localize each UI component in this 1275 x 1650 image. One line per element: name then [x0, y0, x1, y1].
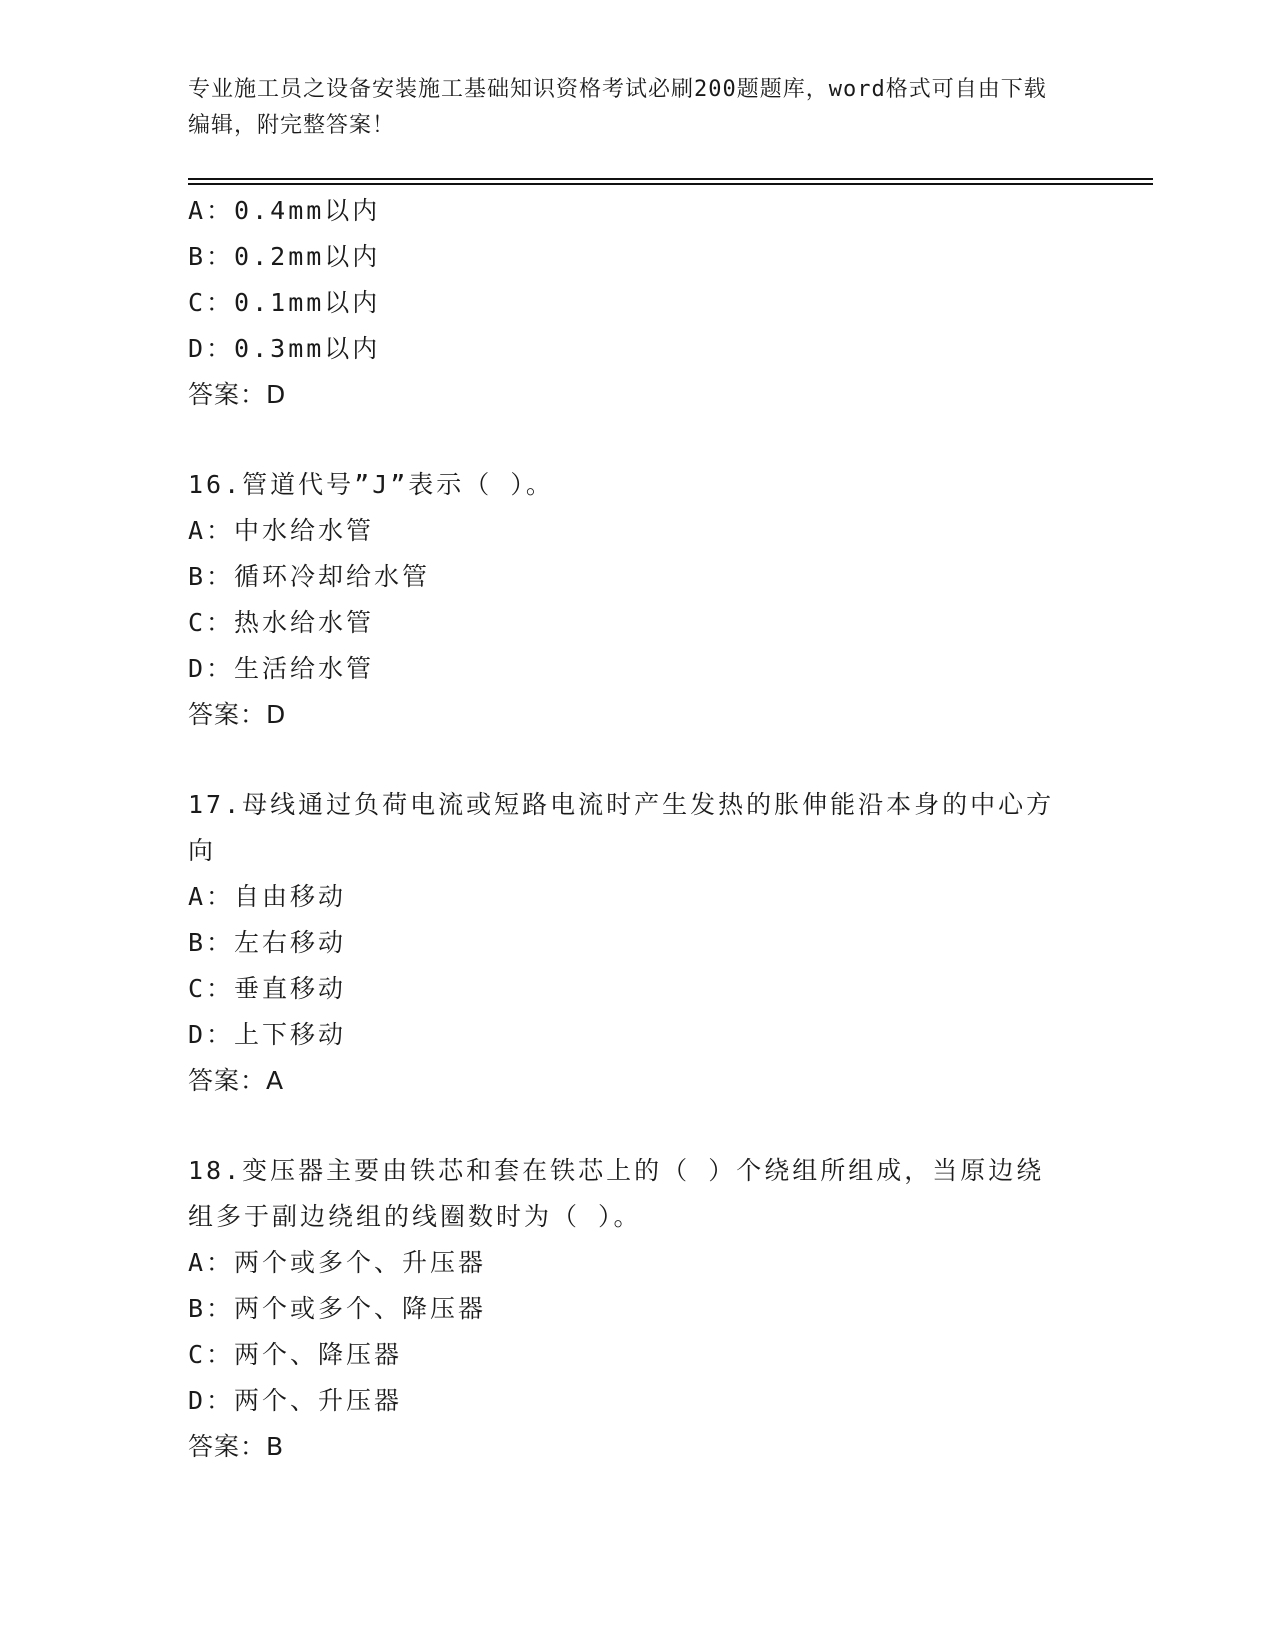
option-c: C：0.1mm以内 — [188, 288, 381, 317]
partial-question — [188, 188, 1088, 418]
option-b: B：循环冷却给水管 — [188, 562, 431, 591]
option-b: B：两个或多个、降压器 — [188, 1294, 487, 1323]
option-b: B：0.2mm以内 — [188, 242, 381, 271]
option-d: D：0.3mm以内 — [188, 334, 381, 363]
answer-text: 答案：A — [188, 1066, 285, 1095]
question-stem: 16.管道代号”J”表示（ ）。 — [188, 470, 554, 499]
option-b: B：左右移动 — [188, 928, 347, 957]
answer-text: 答案：B — [188, 1432, 285, 1461]
option-d: D：两个、升压器 — [188, 1386, 403, 1415]
option-a: A：0.4mm以内 — [188, 196, 381, 225]
question-list — [188, 188, 1088, 1470]
option-c: C：热水给水管 — [188, 608, 375, 637]
question-18 — [188, 1148, 1088, 1470]
header-divider-bottom — [188, 183, 1153, 185]
question-stem: 17.母线通过负荷电流或短路电流时产生发热的胀伸能沿本身的中心方向 — [188, 790, 1055, 865]
option-c: C：两个、降压器 — [188, 1340, 403, 1369]
option-a: A：两个或多个、升压器 — [188, 1248, 487, 1277]
question-16 — [188, 462, 1088, 738]
option-a: A：中水给水管 — [188, 516, 375, 545]
answer-text: 答案：D — [188, 700, 287, 729]
option-a: A：自由移动 — [188, 882, 347, 911]
document-header: 专业施工员之设备安装施工基础知识资格考试必刷200题题库，word格式可自由下载编辑，附完整答案！ — [188, 77, 1047, 138]
question-stem: 18.变压器主要由铁芯和套在铁芯上的（ ）个绕组所组成，当原边绕组多于副边绕组的线圈数时为（ ）。 — [188, 1156, 1045, 1231]
question-17 — [188, 782, 1088, 1104]
option-c: C：垂直移动 — [188, 974, 347, 1003]
option-d: D：生活给水管 — [188, 654, 375, 683]
header-divider-top — [188, 178, 1153, 180]
option-d: D：上下移动 — [188, 1020, 347, 1049]
answer-text: 答案：D — [188, 380, 287, 409]
